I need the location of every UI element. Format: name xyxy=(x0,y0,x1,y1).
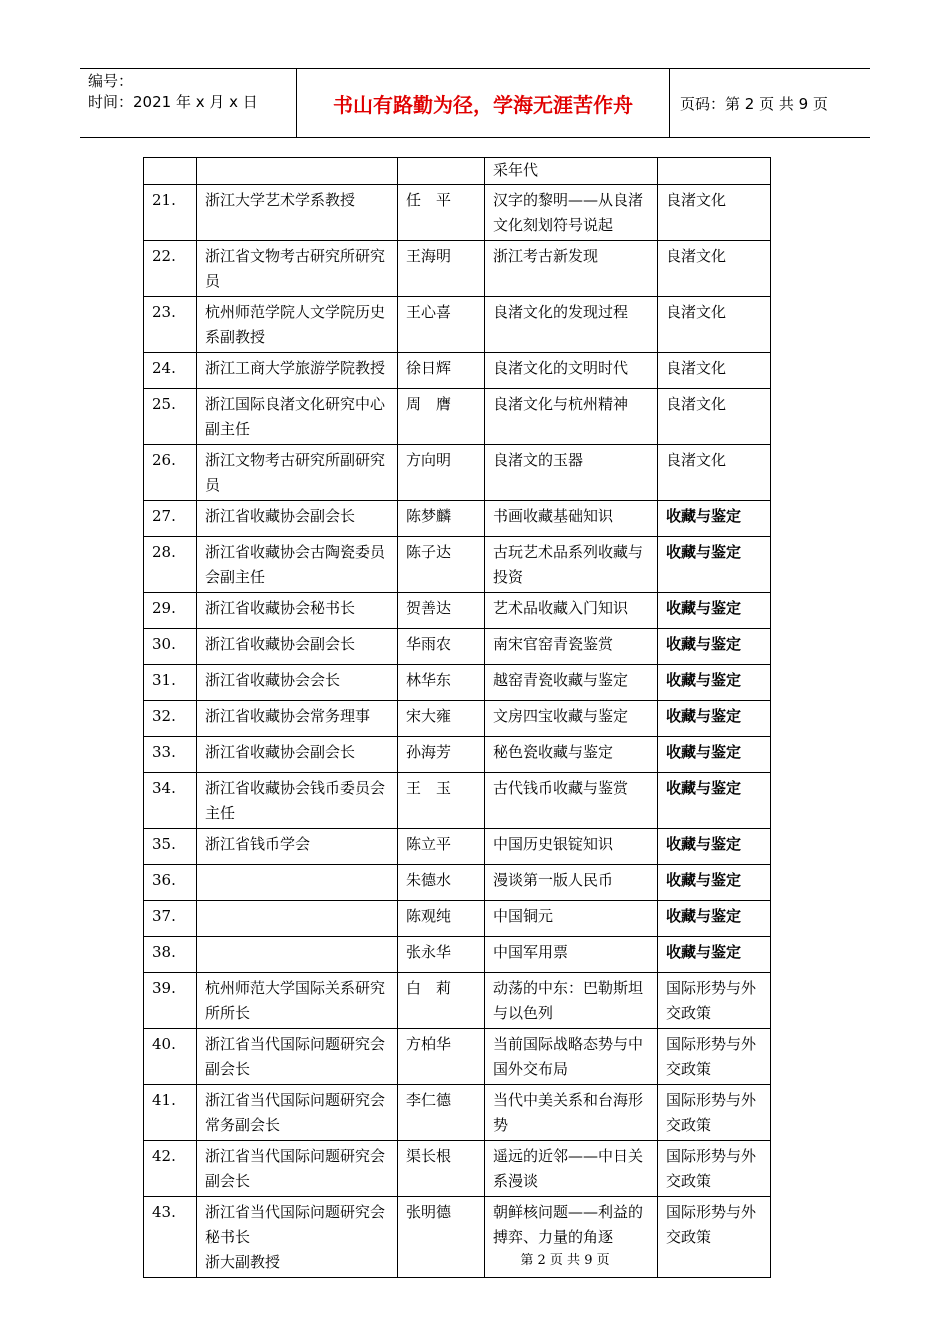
cell-no: 31. xyxy=(144,665,197,701)
cell-topic: 良渚文化与杭州精神 xyxy=(485,389,658,445)
cell-unit: 浙江省收藏协会会长 xyxy=(197,665,398,701)
cell-unit: 浙江文物考古研究所副研究员 xyxy=(197,445,398,501)
cell-unit: 浙江省收藏协会古陶瓷委员会副主任 xyxy=(197,537,398,593)
cell-name: 渠长根 xyxy=(398,1141,485,1197)
table-row xyxy=(144,353,771,389)
lecturer-table xyxy=(143,157,771,1278)
cell-name: 陈立平 xyxy=(398,829,485,865)
cell-category: 收藏与鉴定 xyxy=(658,901,771,937)
cell-category: 良渚文化 xyxy=(658,241,771,297)
cell-unit: 浙江省当代国际问题研究会常务副会长 xyxy=(197,1085,398,1141)
cell-no: 27. xyxy=(144,501,197,537)
table-row xyxy=(144,629,771,665)
cell-category: 收藏与鉴定 xyxy=(658,773,771,829)
cell-category xyxy=(658,158,771,185)
cell-topic: 采年代 xyxy=(485,158,658,185)
cell-category: 良渚文化 xyxy=(658,445,771,501)
cell-no: 37. xyxy=(144,901,197,937)
cell-no: 35. xyxy=(144,829,197,865)
cell-unit: 浙江省收藏协会副会长 xyxy=(197,501,398,537)
page-header xyxy=(80,68,870,138)
cell-topic: 浙江考古新发现 xyxy=(485,241,658,297)
cell-name: 方柏华 xyxy=(398,1029,485,1085)
cell-category: 收藏与鉴定 xyxy=(658,501,771,537)
cell-unit: 浙江省收藏协会秘书长 xyxy=(197,593,398,629)
cell-unit: 浙江省收藏协会副会长 xyxy=(197,737,398,773)
cell-topic: 中国历史银锭知识 xyxy=(485,829,658,865)
cell-topic: 古玩艺术品系列收藏与投资 xyxy=(485,537,658,593)
lecturer-table-body xyxy=(144,158,771,1278)
cell-category: 国际形势与外交政策 xyxy=(658,1029,771,1085)
cell-topic: 当前国际战略态势与中国外交布局 xyxy=(485,1029,658,1085)
cell-category: 良渚文化 xyxy=(658,389,771,445)
table-row xyxy=(144,185,771,241)
cell-topic: 良渚文化的文明时代 xyxy=(485,353,658,389)
cell-topic: 古代钱币收藏与鉴赏 xyxy=(485,773,658,829)
cell-no: 41. xyxy=(144,1085,197,1141)
table-row xyxy=(144,241,771,297)
cell-no: 39. xyxy=(144,973,197,1029)
table-row xyxy=(144,297,771,353)
cell-no: 32. xyxy=(144,701,197,737)
cell-name: 华雨农 xyxy=(398,629,485,665)
cell-topic: 书画收藏基础知识 xyxy=(485,501,658,537)
cell-topic: 当代中美关系和台海形势 xyxy=(485,1085,658,1141)
cell-unit: 浙江省当代国际问题研究会副会长 xyxy=(197,1141,398,1197)
cell-no: 34. xyxy=(144,773,197,829)
header-motto: 书山有路勤为径，学海无涯苦作舟 xyxy=(297,69,670,137)
cell-no: 26. xyxy=(144,445,197,501)
table-row xyxy=(144,1029,771,1085)
cell-name: 张永华 xyxy=(398,937,485,973)
cell-name: 张明德 xyxy=(398,1197,485,1278)
cell-no: 25. xyxy=(144,389,197,445)
cell-unit: 浙江省收藏协会钱币委员会主任 xyxy=(197,773,398,829)
cell-name: 孙海芳 xyxy=(398,737,485,773)
cell-category: 收藏与鉴定 xyxy=(658,701,771,737)
table-row xyxy=(144,901,771,937)
cell-name: 宋大雍 xyxy=(398,701,485,737)
cell-name: 王海明 xyxy=(398,241,485,297)
cell-unit: 浙江国际良渚文化研究中心副主任 xyxy=(197,389,398,445)
cell-topic: 中国铜元 xyxy=(485,901,658,937)
cell-topic: 中国军用票 xyxy=(485,937,658,973)
cell-topic: 良渚文化的发现过程 xyxy=(485,297,658,353)
cell-no: 24. xyxy=(144,353,197,389)
cell-category: 国际形势与外交政策 xyxy=(658,1197,771,1278)
cell-category: 国际形势与外交政策 xyxy=(658,1085,771,1141)
cell-name: 李仁德 xyxy=(398,1085,485,1141)
cell-unit: 浙江省文物考古研究所研究员 xyxy=(197,241,398,297)
cell-category: 收藏与鉴定 xyxy=(658,829,771,865)
table-row xyxy=(144,1085,771,1141)
table-row xyxy=(144,389,771,445)
table-row xyxy=(144,501,771,537)
table-row xyxy=(144,445,771,501)
header-page-code: 页码：第 2 页 共 9 页 xyxy=(680,94,828,113)
cell-topic: 良渚文的玉器 xyxy=(485,445,658,501)
cell-name: 贺善达 xyxy=(398,593,485,629)
cell-unit: 浙江省当代国际问题研究会秘书长 浙大副教授 xyxy=(197,1197,398,1278)
cell-unit: 浙江省钱币学会 xyxy=(197,829,398,865)
cell-name xyxy=(398,158,485,185)
cell-no: 40. xyxy=(144,1029,197,1085)
cell-category: 国际形势与外交政策 xyxy=(658,973,771,1029)
table-row xyxy=(144,937,771,973)
cell-category: 收藏与鉴定 xyxy=(658,865,771,901)
cell-name: 方向明 xyxy=(398,445,485,501)
cell-no: 21. xyxy=(144,185,197,241)
cell-unit: 浙江省收藏协会常务理事 xyxy=(197,701,398,737)
cell-unit xyxy=(197,865,398,901)
table-row xyxy=(144,865,771,901)
cell-unit: 浙江大学艺术学系教授 xyxy=(197,185,398,241)
table-row xyxy=(144,158,771,185)
cell-name: 王 玉 xyxy=(398,773,485,829)
cell-unit: 浙江省当代国际问题研究会副会长 xyxy=(197,1029,398,1085)
cell-topic: 秘色瓷收藏与鉴定 xyxy=(485,737,658,773)
cell-unit xyxy=(197,937,398,973)
cell-unit: 浙江工商大学旅游学院教授 xyxy=(197,353,398,389)
cell-topic: 南宋官窑青瓷鉴赏 xyxy=(485,629,658,665)
cell-no: 42. xyxy=(144,1141,197,1197)
cell-name: 王心喜 xyxy=(398,297,485,353)
cell-no xyxy=(144,158,197,185)
cell-no: 43. xyxy=(144,1197,197,1278)
cell-unit: 杭州师范大学国际关系研究所所长 xyxy=(197,973,398,1029)
cell-no: 33. xyxy=(144,737,197,773)
cell-category: 收藏与鉴定 xyxy=(658,665,771,701)
cell-name: 任 平 xyxy=(398,185,485,241)
page-footer: 第 2 页 共 9 页 xyxy=(520,1253,610,1268)
cell-no: 22. xyxy=(144,241,197,297)
cell-no: 23. xyxy=(144,297,197,353)
cell-unit: 浙江省收藏协会副会长 xyxy=(197,629,398,665)
table-row xyxy=(144,537,771,593)
cell-name: 徐日辉 xyxy=(398,353,485,389)
cell-category: 收藏与鉴定 xyxy=(658,537,771,593)
time-label: 时间：2021 年 x 月 x 日 xyxy=(88,93,258,111)
table-row xyxy=(144,773,771,829)
table-row xyxy=(144,701,771,737)
cell-topic: 遥远的近邻——中日关系漫谈 xyxy=(485,1141,658,1197)
cell-topic: 艺术品收藏入门知识 xyxy=(485,593,658,629)
cell-unit xyxy=(197,158,398,185)
cell-category: 收藏与鉴定 xyxy=(658,937,771,973)
cell-topic: 汉字的黎明——从良渚文化刻划符号说起 xyxy=(485,185,658,241)
table-row xyxy=(144,829,771,865)
cell-topic: 朝鲜核问题——利益的搏弈、力量的角逐 xyxy=(485,1197,658,1278)
cell-name: 周 膺 xyxy=(398,389,485,445)
cell-name: 林华东 xyxy=(398,665,485,701)
cell-category: 国际形势与外交政策 xyxy=(658,1141,771,1197)
cell-topic: 动荡的中东：巴勒斯坦与以色列 xyxy=(485,973,658,1029)
cell-category: 收藏与鉴定 xyxy=(658,593,771,629)
table-row xyxy=(144,973,771,1029)
cell-category: 良渚文化 xyxy=(658,185,771,241)
cell-name: 陈梦麟 xyxy=(398,501,485,537)
table-row xyxy=(144,665,771,701)
header-meta xyxy=(80,69,297,137)
cell-category: 良渚文化 xyxy=(658,297,771,353)
cell-name: 陈子达 xyxy=(398,537,485,593)
cell-category: 收藏与鉴定 xyxy=(658,737,771,773)
cell-topic: 文房四宝收藏与鉴定 xyxy=(485,701,658,737)
cell-no: 28. xyxy=(144,537,197,593)
cell-topic: 越窑青瓷收藏与鉴定 xyxy=(485,665,658,701)
cell-topic: 漫谈第一版人民币 xyxy=(485,865,658,901)
cell-name: 朱德水 xyxy=(398,865,485,901)
cell-no: 36. xyxy=(144,865,197,901)
cell-name: 白 莉 xyxy=(398,973,485,1029)
cell-no: 29. xyxy=(144,593,197,629)
cell-no: 38. xyxy=(144,937,197,973)
table-row xyxy=(144,593,771,629)
cell-name: 陈观纯 xyxy=(398,901,485,937)
cell-category: 收藏与鉴定 xyxy=(658,629,771,665)
table-row xyxy=(144,1141,771,1197)
table-row xyxy=(144,737,771,773)
number-label: 编号： xyxy=(88,72,134,90)
cell-no: 30. xyxy=(144,629,197,665)
cell-unit: 杭州师范学院人文学院历史系副教授 xyxy=(197,297,398,353)
cell-category: 良渚文化 xyxy=(658,353,771,389)
cell-unit xyxy=(197,901,398,937)
